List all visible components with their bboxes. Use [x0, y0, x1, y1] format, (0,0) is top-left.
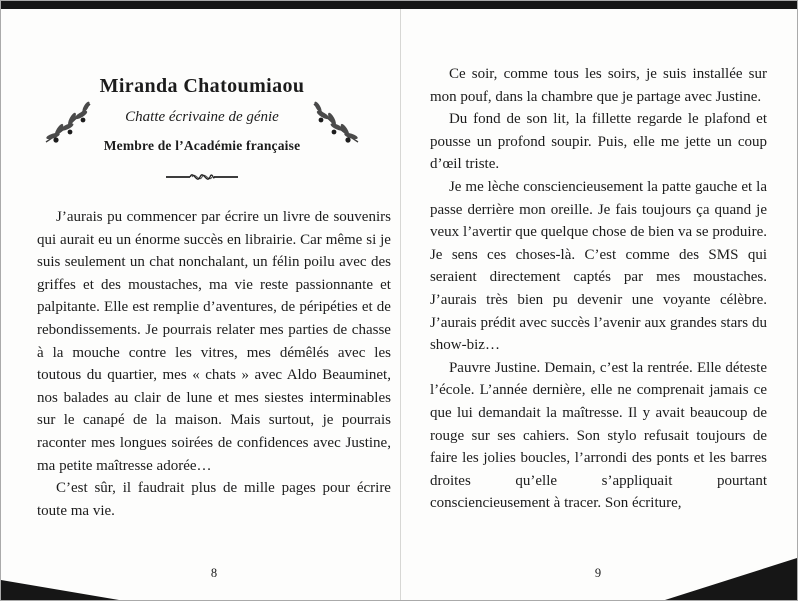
olive-branch-left-icon: [43, 99, 95, 145]
paragraph: Du fond de son lit, la fillette regarde le plafond et pousse un profond soupir. Puis, elle me jette un coup d’œil triste.: [429, 111, 767, 173]
chapter-affiliation: Membre de l’Académie française: [103, 138, 301, 153]
chapter-title: Miranda Chatoumiaou: [99, 75, 305, 97]
chapter-header: [37, 73, 367, 156]
page-left: [1, 9, 399, 600]
page-spread: [1, 1, 797, 600]
page-number-right: 9: [594, 566, 602, 580]
left-page-text: [37, 206, 391, 522]
page-right: [399, 9, 797, 600]
page-number-left: 8: [210, 566, 218, 580]
paragraph: Pauvre Justine. Demain, c’est la rentrée. Elle déteste l’école. L’année dernière, elle ne comprenait jamais ce que lui demandait la maîtresse. Il y avait beaucoup de rouge sur ses cahiers. Son stylo refusait toujours de faire les jolies boucles, l’arrondi des ponts et les barres droites qu’elle s’appliquait pourtant consciencieusement à tracer. Son écriture,: [429, 359, 767, 512]
paragraph: C’est sûr, il faudrait plus de mille pages pour écrire toute ma vie.: [37, 480, 391, 519]
paragraph: Je me lèche consciencieusement la patte gauche et la passe derrière mon oreille. Je fais toujours ça quand je veux l’avertir que quelque chose de bien va se produire. Je sens ces choses-là. C’est comme des SMS qui seraient directement captés par mes moustaches. J’aurais très bien pu devenir une voyante célèbre. J’aurais prédit avec succès l’avenir aux grandes stars du show-biz…: [429, 178, 767, 354]
paragraph: Ce soir, comme tous les soirs, je suis installée sur mon pouf, dans la chambre que je partage avec Justine.: [429, 66, 767, 105]
right-page-text: [430, 63, 767, 515]
chapter-subtitle: Chatte écrivaine de génie: [125, 109, 279, 125]
olive-branch-right-icon: [309, 99, 361, 145]
squiggle-divider-icon: [37, 168, 367, 186]
scan-edge-top: [1, 1, 797, 9]
paragraph: J’aurais pu commencer par écrire un livre de souvenirs qui aurait eu un énorme succès en librairie. Car même si je suis seulement un chat nonchalant, un félin poilu avec des griffes et des moustaches, ma vie reste passionnante et palpitante. Elle est remplie d’aventures, de péripéties et de rebondissements. Je pourrais relater mes parties de chasse à la mouche contre les vitres, mes démêlés avec les toutous du quartier, mes « chats » avec Aldo Beauminet, nos balades au clair de lune et mes siestes interminables sur le canapé de la maison. Mais surtout, je pourrais raconter mes longues soirées de confidences avec Justine, ma petite maîtresse adorée…: [37, 209, 391, 474]
